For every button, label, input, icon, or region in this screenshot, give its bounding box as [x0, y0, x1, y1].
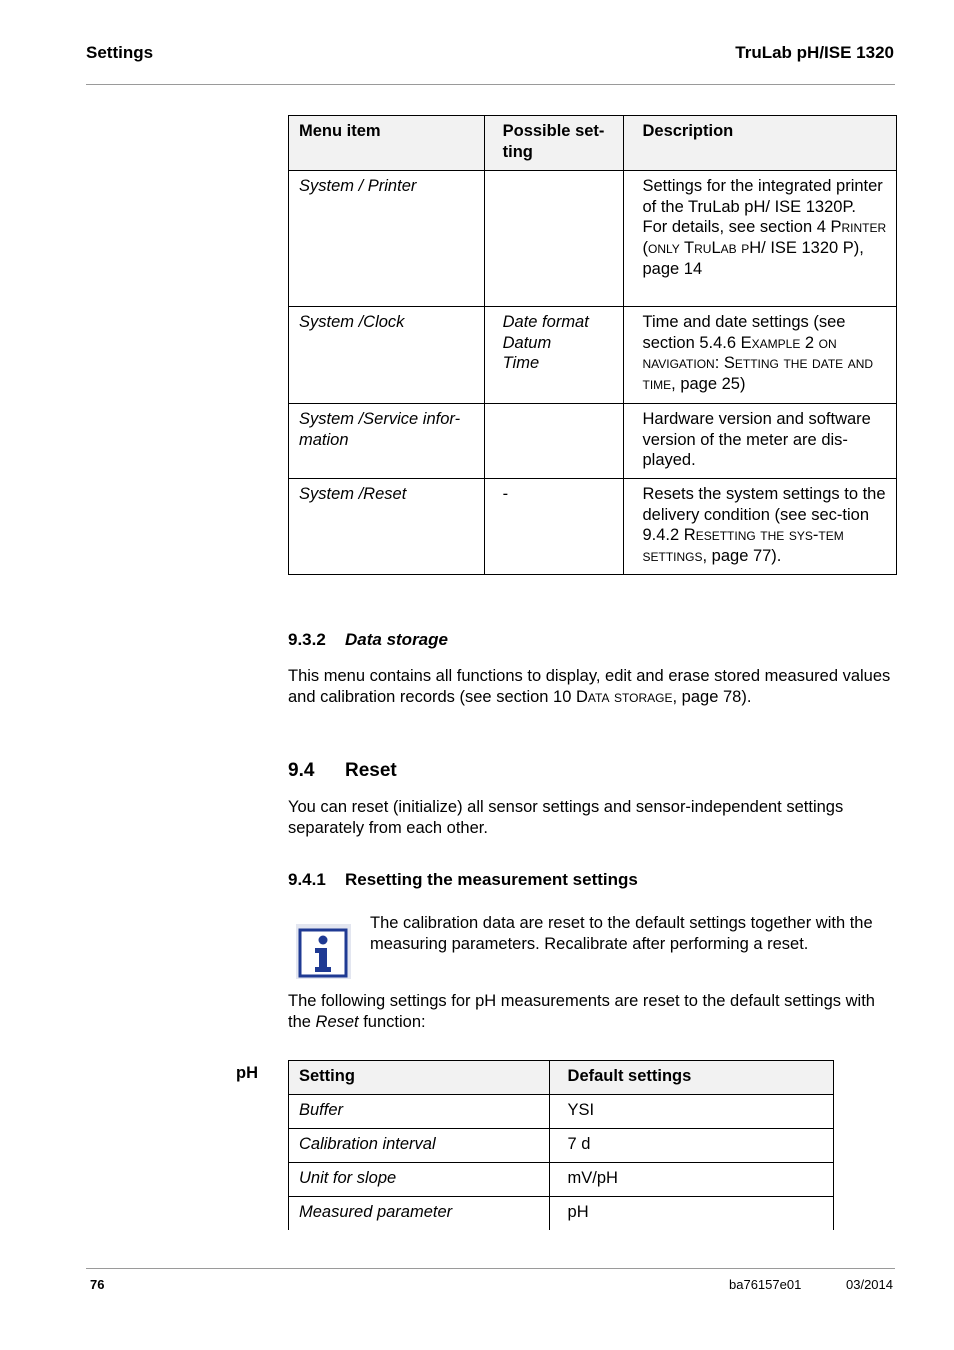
margin-label-ph: pH [236, 1064, 258, 1082]
description-text: , page 77). [702, 547, 782, 566]
cross-reference: Resetting the sys-tem settings [642, 526, 844, 566]
section-title: Reset [345, 760, 397, 781]
section-number: 9.4.1 [288, 870, 326, 889]
paragraph-text: The following settings for pH measurements are reset to the default settings with the [288, 992, 875, 1031]
description-text: , page 25) [671, 375, 746, 394]
default-value-cell: mV/pH [549, 1163, 833, 1197]
section-9-3-2-paragraph [288, 666, 898, 708]
menu-item-cell: System /Reset [289, 479, 485, 575]
default-value-cell: YSI [549, 1095, 833, 1129]
running-header-section: Settings [86, 43, 154, 62]
description-text: Time and date settings (see section 5.4.6 [642, 313, 846, 352]
description-cell [624, 307, 897, 404]
section-heading-9-3-2 [288, 630, 448, 650]
cross-reference: Data storage [576, 688, 673, 706]
table-row [289, 171, 897, 307]
emphasis-reset: Reset [315, 1013, 359, 1031]
section-title: Data storage [345, 630, 448, 649]
description-text: , page 14 [642, 239, 864, 278]
menu-item-cell: System /Service infor-mation [289, 404, 485, 479]
default-value-cell: pH [549, 1197, 833, 1231]
info-note-text: The calibration data are reset to the default settings together with the measuring parameters. Recalibrate after performing a reset. [370, 914, 873, 953]
setting-option: Datum [502, 333, 552, 352]
table-row [289, 1163, 834, 1197]
document-date: 03/2014 [846, 1277, 893, 1292]
running-header-product: TruLab pH/ISE 1320 [735, 43, 894, 62]
column-header-default-settings: Default settings [549, 1061, 833, 1095]
column-header-menu-item: Menu item [289, 116, 485, 171]
page-number: 76 [90, 1277, 105, 1292]
header-divider [86, 84, 895, 85]
section-9-4-1-paragraph [288, 991, 898, 1033]
section-number: 9.3.2 [288, 630, 326, 649]
description-text: Resets the system settings to the delivery condition (see sec-tion 9.4.2 [642, 485, 886, 545]
table-row [289, 307, 897, 404]
setting-name-cell: Unit for slope [289, 1163, 550, 1197]
description-text: For details, see section 4 [642, 218, 831, 237]
setting-cell [484, 307, 624, 404]
ph-default-settings-table [288, 1060, 834, 1230]
table-header-row [289, 116, 897, 171]
section-9-4-paragraph: You can reset (initialize) all sensor settings and sensor-independent settings separately from each other. [288, 798, 844, 837]
table-row [289, 1095, 834, 1129]
section-title: Resetting the measurement settings [345, 870, 638, 889]
column-header-description: Description [624, 116, 897, 171]
document-id: ba76157e01 [729, 1277, 802, 1292]
section-heading-9-4 [288, 760, 397, 782]
column-header-possible-setting: Possible set-ting [484, 116, 624, 171]
setting-cell: - [484, 479, 624, 575]
menu-settings-table [288, 115, 897, 575]
cross-reference: Example 2 on navigation: Setting the date and time [642, 333, 874, 394]
paragraph-text: , page 78). [672, 688, 752, 706]
paragraph-text: function: [358, 1013, 426, 1031]
menu-item-cell: System / Printer [289, 171, 485, 307]
table-row [289, 1197, 834, 1231]
section-heading-9-4-1 [288, 870, 638, 890]
column-header-setting: Setting [289, 1061, 550, 1095]
section-number: 9.4 [288, 760, 315, 781]
paragraph-text: This menu contains all functions to display, edit and erase stored measured values and calibration records (see section 10 [288, 667, 891, 706]
table-row [289, 404, 897, 479]
default-value-cell: 7 d [549, 1129, 833, 1163]
setting-option: Date format [502, 313, 589, 331]
table-header-row [289, 1061, 834, 1095]
setting-name-cell: Measured parameter [289, 1197, 550, 1231]
setting-option: Time [502, 354, 540, 373]
setting-name-cell: Buffer [289, 1095, 550, 1129]
setting-name-cell: Calibration interval [289, 1129, 550, 1163]
description-cell: Hardware version and software version of the meter are dis-played. [624, 404, 897, 479]
description-text: Settings for the integrated printer of the TruLab pH/ ISE 1320P. [642, 177, 883, 216]
setting-cell [484, 171, 624, 307]
footer-divider [86, 1268, 895, 1269]
cross-reference: Printer (only TruLab pH/ ISE 1320 P) [642, 218, 887, 258]
table-row [289, 1129, 834, 1163]
menu-item-cell: System /Clock [289, 307, 485, 404]
description-cell [624, 171, 897, 307]
table-row [289, 479, 897, 575]
info-icon [296, 924, 351, 979]
setting-cell [484, 404, 624, 479]
description-cell [624, 479, 897, 575]
